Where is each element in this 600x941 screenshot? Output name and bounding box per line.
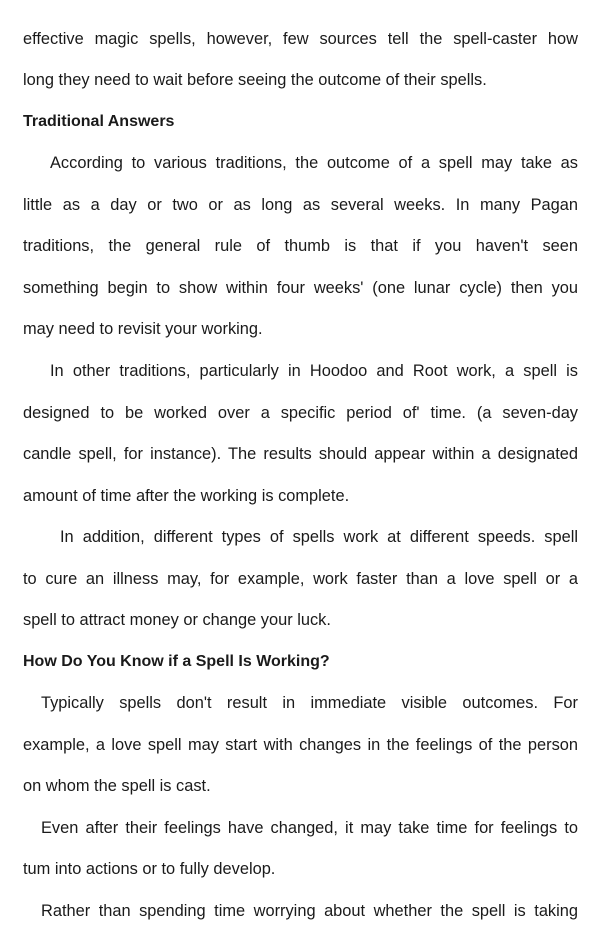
text-line: little as a day or two or as long as several weeks. In many Pagan — [23, 196, 578, 214]
text-line: Typically spells don't result in immediate visible outcomes. For — [41, 694, 578, 712]
text-line: traditions, the general rule of thumb is that if you haven't seen — [23, 237, 578, 255]
text-line: candle spell, for instance). The results should appear within a designated — [23, 445, 578, 463]
text-line: Even after their feelings have changed, it may take time for feelings to — [41, 819, 578, 837]
text-line: amount of time after the working is complete. — [23, 487, 350, 505]
text-line: designed to be worked over a specific period of' time. (a seven-day — [23, 404, 578, 422]
section-heading-spell-working: How Do You Know if a Spell Is Working? — [23, 653, 330, 670]
text-line: effective magic spells, however, few sources tell the spell-caster how — [23, 30, 578, 48]
text-line: According to various traditions, the outcome of a spell may take as — [50, 154, 578, 172]
text-line: Rather than spending time worrying about whether the spell is taking — [41, 902, 578, 920]
text-line: example, a love spell may start with changes in the feelings of the person — [23, 736, 578, 754]
text-line: In addition, different types of spells work at different speeds. spell — [60, 528, 578, 546]
text-line: In other traditions, particularly in Hoodoo and Root work, a spell is — [50, 362, 578, 380]
text-line: spell to attract money or change your luck. — [23, 611, 331, 629]
text-line: on whom the spell is cast. — [23, 777, 211, 795]
text-line: something begin to show within four weeks' (one lunar cycle) then you — [23, 279, 578, 297]
text-line: may need to revisit your working. — [23, 320, 263, 338]
text-line: long they need to wait before seeing the outcome of their spells. — [23, 71, 487, 89]
text-line: to cure an illness may, for example, work faster than a love spell or a — [23, 570, 578, 588]
document-page — [23, 0, 578, 941]
section-heading-traditional-answers: Traditional Answers — [23, 113, 175, 130]
text-line: tum into actions or to fully develop. — [23, 860, 276, 878]
